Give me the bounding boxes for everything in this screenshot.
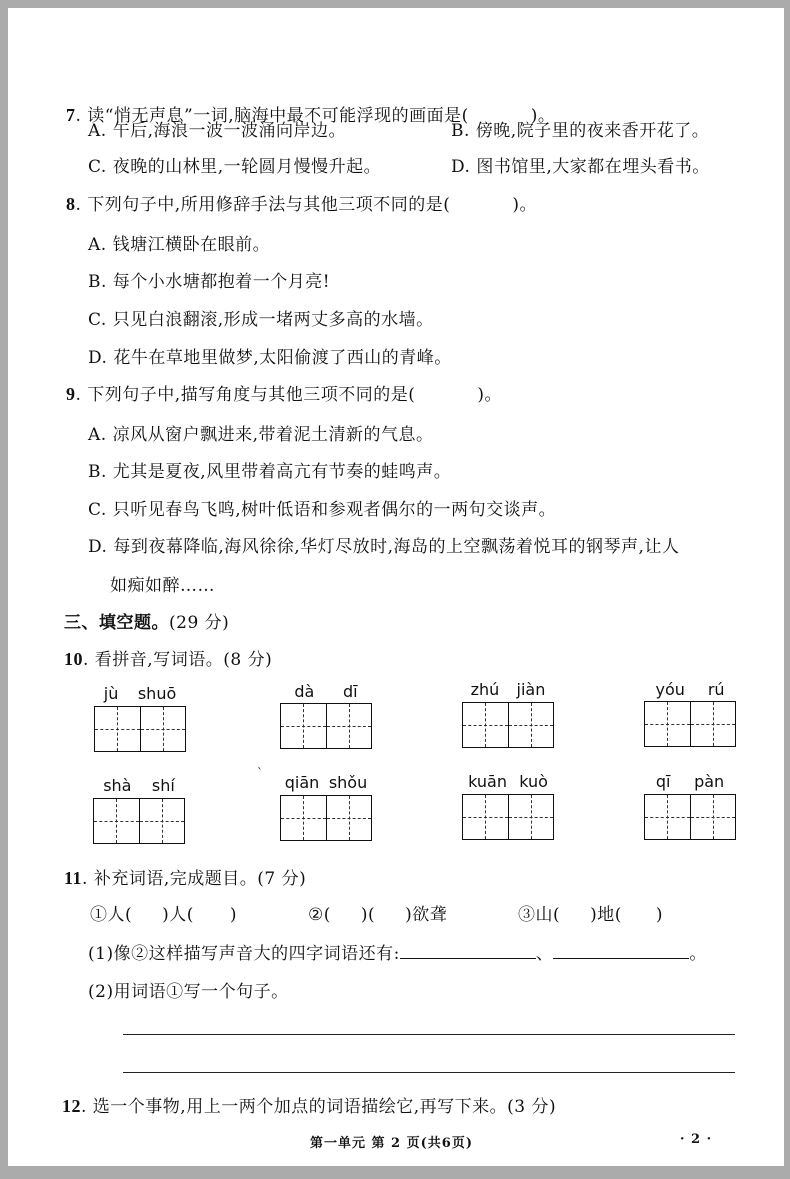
pinyin-syllable: dà: [294, 682, 315, 701]
grid-cell[interactable]: [508, 703, 554, 747]
grid-cell[interactable]: [508, 795, 554, 839]
answer-line[interactable]: [123, 1072, 735, 1073]
fill-text: ): [229, 905, 238, 925]
question-close: )。: [530, 106, 556, 126]
option-b: B. 尤其是夏夜,风里带着高亢有节奏的蛙鸣声。: [88, 462, 452, 482]
pinyin-label: [93, 776, 185, 795]
option-c: C. 只听见春鸟飞鸣,树叶低语和参观者偶尔的一两句交谈声。: [88, 500, 557, 520]
writing-grid[interactable]: [462, 702, 554, 748]
fill-item-2: [308, 900, 447, 925]
question-text: . 看拼音,写词语。: [83, 650, 224, 670]
pinyin-syllable: kuān: [468, 772, 507, 791]
option-d: D. 图书馆里,大家都在埋头看书。: [451, 157, 710, 177]
grid-cell[interactable]: [645, 702, 690, 746]
question-close: )。: [512, 195, 537, 215]
grid-cell[interactable]: [95, 707, 140, 751]
question-number: 11: [64, 868, 83, 888]
writing-grid[interactable]: [93, 798, 185, 844]
question-text: . 下列句子中,描写角度与其他三项不同的是(: [75, 385, 416, 405]
pinyin-syllable: kuò: [519, 772, 548, 791]
pinyin-label: [280, 773, 372, 792]
section-heading: [64, 608, 229, 633]
footer-unit-page: 第一单元 第 2 页(共6页): [310, 1136, 473, 1151]
option-a: A. 午后,海浪一波一波涌向岸边。: [88, 121, 346, 141]
grid-cell[interactable]: [281, 704, 326, 748]
option-c: C. 只见白浪翻滚,形成一堵两丈多高的水墙。: [88, 310, 434, 330]
section-points: (29 分): [169, 613, 230, 633]
pinyin-syllable: shà: [103, 776, 132, 795]
pinyin-syllable: shǒu: [328, 773, 368, 792]
option-a: A. 钱塘江横卧在眼前。: [88, 235, 271, 255]
grid-cell[interactable]: [281, 796, 326, 840]
answer-blank[interactable]: [400, 944, 536, 959]
writing-grid[interactable]: [94, 706, 186, 752]
question-number: 7: [66, 105, 76, 125]
stray-mark: ˋ: [257, 766, 263, 780]
question-11: [64, 864, 306, 889]
grid-cell[interactable]: [645, 795, 690, 839]
question-text: . 下列句子中,所用修辞手法与其他三项不同的是(: [75, 195, 451, 215]
fill-text: ③山(: [518, 905, 561, 925]
question-number: 8: [66, 194, 76, 214]
option-d-continued: 如痴如醉……: [110, 576, 215, 596]
option-b: B. 傍晚,院子里的夜来香开花了。: [451, 121, 710, 141]
question-number: 10: [64, 649, 83, 669]
pinyin-label: [644, 680, 736, 699]
question-text: . 读“悄无声息”一词,脑海中最不可能浮现的画面是(: [75, 106, 469, 126]
exam-page: [8, 8, 784, 1166]
fill-text: ①人(: [90, 905, 133, 925]
footer-page-number: · 2 ·: [680, 1132, 713, 1147]
option-d: D. 花牛在草地里做梦,太阳偷渡了西山的青峰。: [88, 348, 452, 368]
question-number: 9: [66, 384, 76, 404]
answer-blank[interactable]: [553, 944, 689, 959]
grid-cell[interactable]: [139, 799, 185, 843]
fill-item-3: [518, 900, 663, 925]
grid-cell[interactable]: [463, 703, 508, 747]
question-points: (3 分): [507, 1097, 557, 1117]
fill-text: )人(: [162, 905, 194, 925]
fill-text: )欲聋: [405, 905, 448, 925]
fill-text: )地(: [590, 905, 622, 925]
option-a: A. 凉风从窗户飘进来,带着泥土清新的气息。: [88, 425, 434, 445]
fill-text: )(: [360, 905, 376, 925]
question-number: 12: [62, 1096, 81, 1116]
option-d: D. 每到夜幕降临,海风徐徐,华灯尽放时,海岛的上空飘荡着悦耳的钢琴声,让人: [88, 537, 680, 557]
q11-subquestion-1: [88, 939, 707, 964]
section-title: 三、填空题。: [64, 613, 169, 633]
question-10: [64, 645, 272, 670]
fill-item-1: [90, 900, 237, 925]
option-c: C. 夜晚的山林里,一轮圆月慢慢升起。: [88, 157, 382, 177]
pinyin-syllable: zhú: [470, 680, 500, 699]
question-12: [62, 1092, 556, 1117]
writing-grid[interactable]: [280, 795, 372, 841]
pinyin-syllable: jù: [103, 684, 119, 703]
pinyin-syllable: dī: [343, 682, 358, 701]
pinyin-syllable: shuō: [137, 684, 177, 703]
answer-line[interactable]: [123, 1034, 735, 1035]
period: 。: [689, 944, 707, 964]
grid-cell[interactable]: [140, 707, 186, 751]
pinyin-syllable: shí: [151, 776, 175, 795]
grid-cell[interactable]: [326, 704, 372, 748]
grid-cell[interactable]: [690, 795, 736, 839]
grid-cell[interactable]: [326, 796, 372, 840]
question-8: [66, 190, 537, 215]
writing-grid[interactable]: [280, 703, 372, 749]
pinyin-syllable: jiàn: [516, 680, 546, 699]
pinyin-label: [94, 684, 186, 703]
pinyin-syllable: yóu: [655, 680, 685, 699]
fill-text: ②(: [308, 905, 331, 925]
subquestion-text: (1)像②这样描写声音大的四字词语还有:: [88, 944, 400, 964]
question-text: . 选一个事物,用上一两个加点的词语描绘它,再写下来。: [81, 1097, 508, 1117]
question-points: (8 分): [223, 650, 273, 670]
pinyin-label: [280, 682, 372, 701]
pinyin-syllable: pàn: [694, 772, 725, 791]
option-b: B. 每个小水塘都抱着一个月亮!: [88, 272, 331, 292]
writing-grid[interactable]: [644, 701, 736, 747]
pinyin-label: [462, 772, 554, 791]
separator: 、: [535, 944, 554, 964]
grid-cell[interactable]: [463, 795, 508, 839]
q11-subquestion-2: (2)用词语①写一个句子。: [88, 982, 289, 1002]
question-text: . 补充词语,完成题目。: [82, 869, 258, 889]
pinyin-syllable: qiān: [284, 773, 320, 792]
writing-grid[interactable]: [644, 794, 736, 840]
grid-cell[interactable]: [94, 799, 139, 843]
grid-cell[interactable]: [690, 702, 736, 746]
question-points: (7 分): [257, 869, 307, 889]
pinyin-syllable: qī: [655, 772, 671, 791]
writing-grid[interactable]: [462, 794, 554, 840]
pinyin-label: [462, 680, 554, 699]
fill-text: ): [655, 905, 664, 925]
question-9: [66, 380, 502, 405]
pinyin-label: [644, 772, 736, 791]
question-close: )。: [477, 385, 502, 405]
pinyin-syllable: rú: [707, 680, 725, 699]
